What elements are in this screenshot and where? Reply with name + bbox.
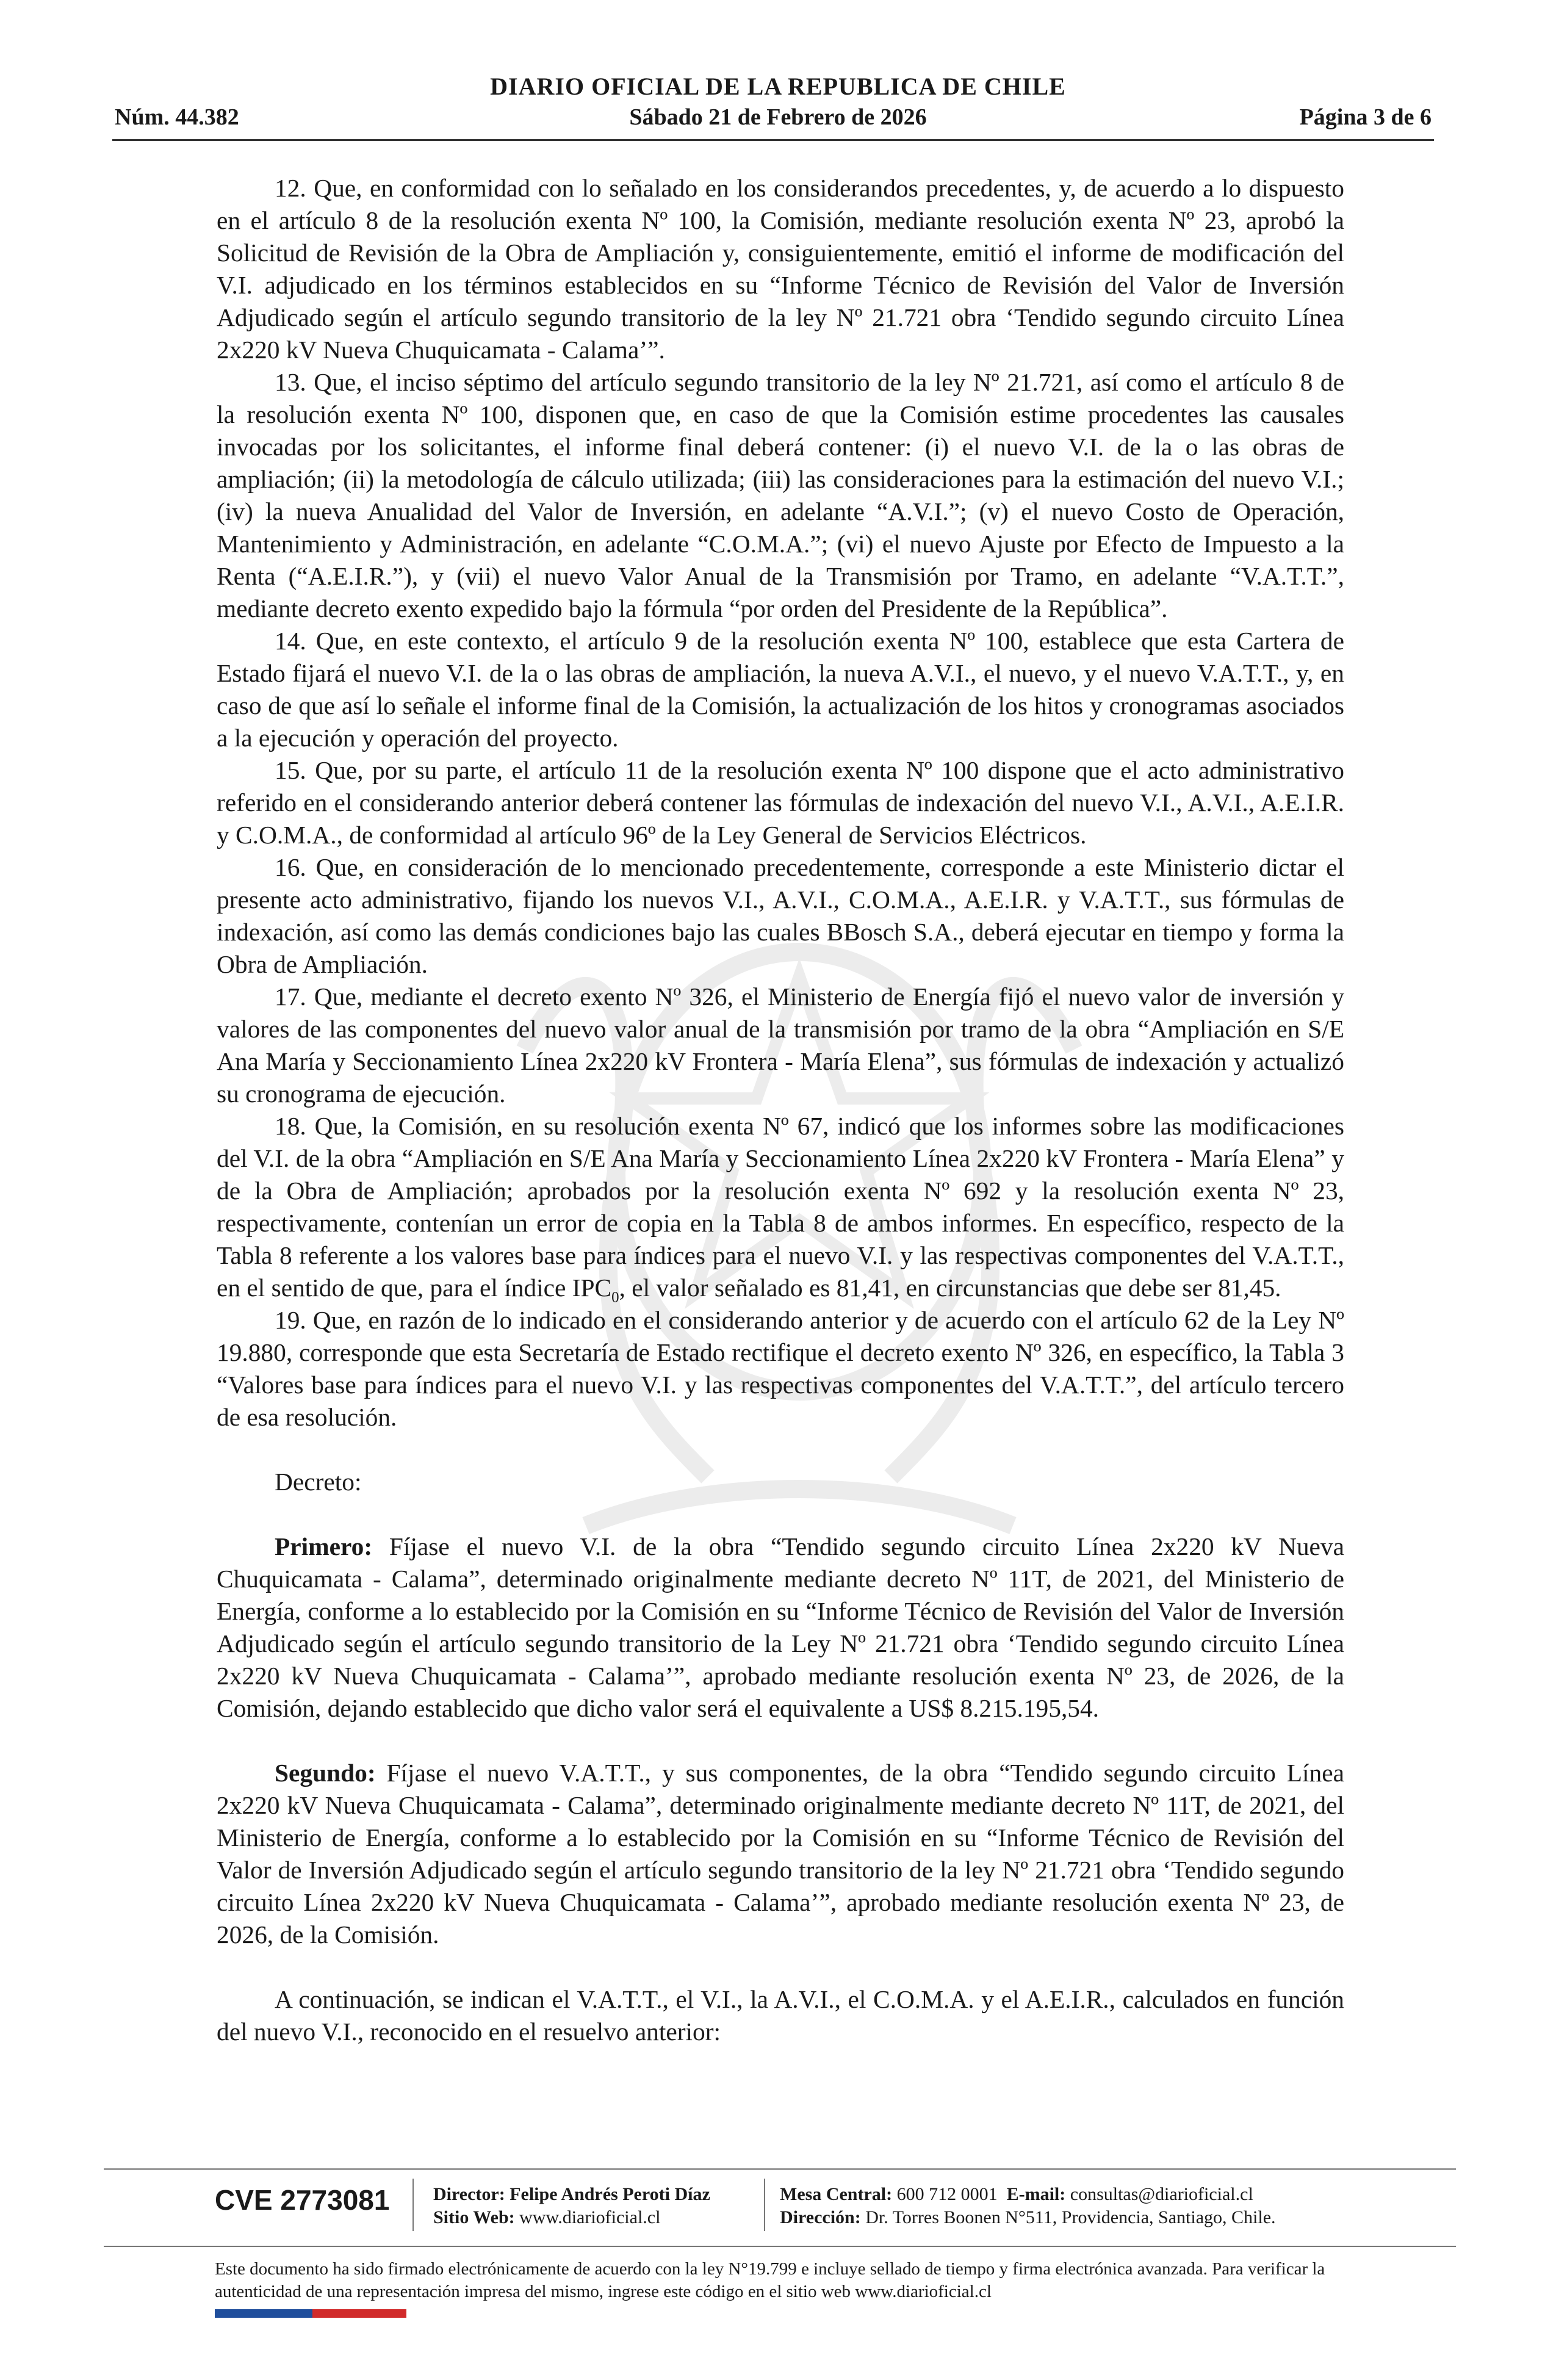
- director-name: Felipe Andrés Peroti Díaz: [510, 2184, 710, 2204]
- paragraph-12: 12. Que, en conformidad con lo señalado en los considerandos precedentes, y, de acuerdo a lo dispuesto en el artículo 8 de la resolución exenta Nº 100, la Comisión, mediante resolución exenta Nº 23, aprobó la Solicitud de Revisión de la Obra de Ampliación y, consiguientemente, emitió el informe de modificación del V.I. adjudicado en los términos establecidos en su “Informe Técnico de Revisión del Valor de Inversión Adjudicado según el artículo segundo transitorio de la ley Nº 21.721 obra ‘Tendido segundo circuito Línea 2x220 kV Nueva Chuquicamata - Calama’”.: [217, 174, 1344, 364]
- email-label: E-mail:: [1006, 2184, 1066, 2204]
- footer-divider-top: [104, 2168, 1456, 2170]
- gazette-title: DIARIO OFICIAL DE LA REPUBLICA DE CHILE: [490, 73, 1066, 100]
- email-link[interactable]: consultas@diarioficial.cl: [1070, 2184, 1253, 2204]
- document-body: [217, 172, 1344, 2048]
- paragraph-17: 17. Que, mediante el decreto exento Nº 326, el Ministerio de Energía fijó el nuevo valor de inversión y valores de las componentes del nuevo valor anual de la transmisión por tramo de la obra “Ampliación en S/E Ana María y Seccionamiento Línea 2x220 kV Frontera - María Elena”, sus fórmulas de indexación y actualizó su cronograma de ejecución.: [217, 983, 1344, 1108]
- issue-number: Núm. 44.382: [115, 104, 239, 130]
- paragraph-19: 19. Que, en razón de lo indicado en el considerando anterior y de acuerdo con el artículo 62 de la Ley Nº 19.880, corresponde que esta Secretaría de Estado rectifique el decreto exento Nº 326, en específico, la Tabla 3 “Valores base para índices para el nuevo V.I. y las respectivas componentes del V.A.T.T.”, del artículo tercero de esa resolución.: [217, 1306, 1344, 1431]
- ipc-subscript: 0: [611, 1289, 619, 1306]
- paragraph-15: 15. Que, por su parte, el artículo 11 de la resolución exenta Nº 100 dispone que el acto administrativo referido en el considerando anterior deberá contener las fórmulas de indexación del nuevo V.I., A.V.I., A.E.I.R. y C.O.M.A., de conformidad al artículo 96º de la Ley General de Servicios Eléctricos.: [217, 756, 1344, 849]
- footer-contact-block: [780, 2183, 1276, 2229]
- footer-separator: [412, 2179, 414, 2231]
- primero-label: Primero:: [275, 1532, 373, 1560]
- direccion-value: Dr. Torres Boonen N°511, Providencia, Santiago, Chile.: [865, 2207, 1276, 2227]
- page-indicator: Página 3 de 6: [1299, 104, 1432, 130]
- mesa-value: 600 712 0001: [896, 2184, 998, 2204]
- segundo-label: Segundo:: [275, 1759, 376, 1787]
- paragraph-18: [217, 1110, 1344, 1304]
- header-divider: [112, 139, 1434, 141]
- article-primero: [217, 1531, 1344, 1725]
- footer-director-block: [433, 2183, 710, 2229]
- article-segundo: [217, 1757, 1344, 1951]
- cve-code: CVE 2773081: [215, 2184, 390, 2216]
- issue-date: Sábado 21 de Febrero de 2026: [629, 104, 927, 130]
- mesa-label: Mesa Central:: [780, 2184, 893, 2204]
- footer-divider-bottom: [104, 2246, 1456, 2247]
- paragraph-13: 13. Que, el inciso séptimo del artículo segundo transitorio de la ley Nº 21.721, así como el artículo 8 de la resolución exenta Nº 100, disponen que, en caso de que la Comisión estime procedentes las causales invocadas por los solicitantes, el informe final deberá contener: (i) el nuevo V.I. de la o las obras de ampliación; (ii) la metodología de cálculo utilizada; (iii) las consideraciones para la estimación del nuevo V.I.; (iv) la nueva Anualidad del Valor de Inversión, en adelante “A.V.I.”; (v) el nuevo Costo de Operación, Mantenimiento y Administración, en adelante “C.O.M.A.”; (vi) el nuevo Ajuste por Efecto de Impuesto a la Renta (“A.E.I.R.”), y (vii) el nuevo Valor Anual de la Transmisión por Tramo, en adelante “V.A.T.T.”, mediante decreto exento expedido bajo la fórmula “por orden del Presidente de la República”.: [217, 368, 1344, 622]
- paragraph-18-part-a: 18. Que, la Comisión, en su resolución exenta Nº 67, indicó que los informes sobre las modificaciones del V.I. de la obra “Ampliación en S/E Ana María y Seccionamiento Línea 2x220 kV Frontera - María Elena” y de la Obra de Ampliación; aprobados por la resolución exenta Nº 692 y la resolución exenta Nº 23, respectivamente, contenían un error de copia en la Tabla 8 de ambos informes. En específico, respecto de la Tabla 8 referente a los valores base para índices para el nuevo V.I. y las respectivas componentes del V.A.T.T., en el sentido de que, para el índice IPC: [217, 1112, 1344, 1302]
- sitio-link[interactable]: www.diarioficial.cl: [519, 2207, 661, 2227]
- sitio-label: Sitio Web:: [433, 2207, 515, 2227]
- footer-separator: [764, 2179, 765, 2231]
- direccion-label: Dirección:: [780, 2207, 861, 2227]
- decreto-heading: Decreto:: [275, 1468, 362, 1496]
- paragraph-14: 14. Que, en este contexto, el artículo 9 de la resolución exenta Nº 100, establece que esta Cartera de Estado fijará el nuevo V.I. de la o las obras de ampliación, la nueva A.V.I., el nuevo, y el nuevo V.A.T.T., y, en caso de que así lo señale el informe final de la Comisión, la actualización de los hitos y cronogramas asociados a la ejecución y operación del proyecto.: [217, 627, 1344, 752]
- flag-stripe-red: [312, 2309, 406, 2318]
- flag-stripe-blue: [215, 2309, 312, 2318]
- continuation-paragraph: A continuación, se indican el V.A.T.T., el V.I., la A.V.I., el C.O.M.A. y el A.E.I.R., calculados en función del nuevo V.I., reconocido en el resuelvo anterior:: [217, 1985, 1344, 2046]
- primero-text: Fíjase el nuevo V.I. de la obra “Tendido segundo circuito Línea 2x220 kV Nueva Chuquicamata - Calama”, determinado originalmente mediante decreto Nº 11T, de 2021, del Ministerio de Energía, conforme a lo establecido por la Comisión en su “Informe Técnico de Revisión del Valor de Inversión Adjudicado según el artículo segundo transitorio de la Ley Nº 21.721 obra ‘Tendido segundo circuito Línea 2x220 kV Nueva Chuquicamata - Calama’”, aprobado mediante resolución exenta Nº 23, de 2026, de la Comisión, dejando establecido que dicho valor será el equivalente a US$ 8.215.195,54.: [217, 1532, 1344, 1722]
- director-label: Director:: [433, 2184, 505, 2204]
- paragraph-16: 16. Que, en consideración de lo mencionado precedentemente, corresponde a este Ministerio dictar el presente acto administrativo, fijando los nuevos V.I., A.V.I., C.O.M.A., A.E.I.R. y V.A.T.T., sus fórmulas de indexación, así como las demás condiciones bajo las cuales BBosch S.A., deberá ejecutar en tiempo y forma la Obra de Ampliación.: [217, 853, 1344, 978]
- segundo-text: Fíjase el nuevo V.A.T.T., y sus componentes, de la obra “Tendido segundo circuito Línea 2x220 kV Nueva Chuquicamata - Calama”, determinado originalmente mediante decreto Nº 11T, de 2021, del Ministerio de Energía, conforme a lo establecido por la Comisión en su “Informe Técnico de Revisión del Valor de Inversión Adjudicado según el artículo segundo transitorio de la ley Nº 21.721 obra ‘Tendido segundo circuito Línea 2x220 kV Nueva Chuquicamata - Calama’”, aprobado mediante resolución exenta Nº 23, de 2026, de la Comisión.: [217, 1759, 1344, 1949]
- paragraph-18-part-b: , el valor señalado es 81,41, en circunstancias que debe ser 81,45.: [619, 1274, 1281, 1302]
- signature-note: Este documento ha sido firmado electrónicamente de acuerdo con la ley N°19.799 e incluye sellado de tiempo y firma electrónica avanzada. Para verificar la autenticidad de una representación impresa del mismo, ingrese este código en el sitio web www.diarioficial.cl: [215, 2259, 1325, 2301]
